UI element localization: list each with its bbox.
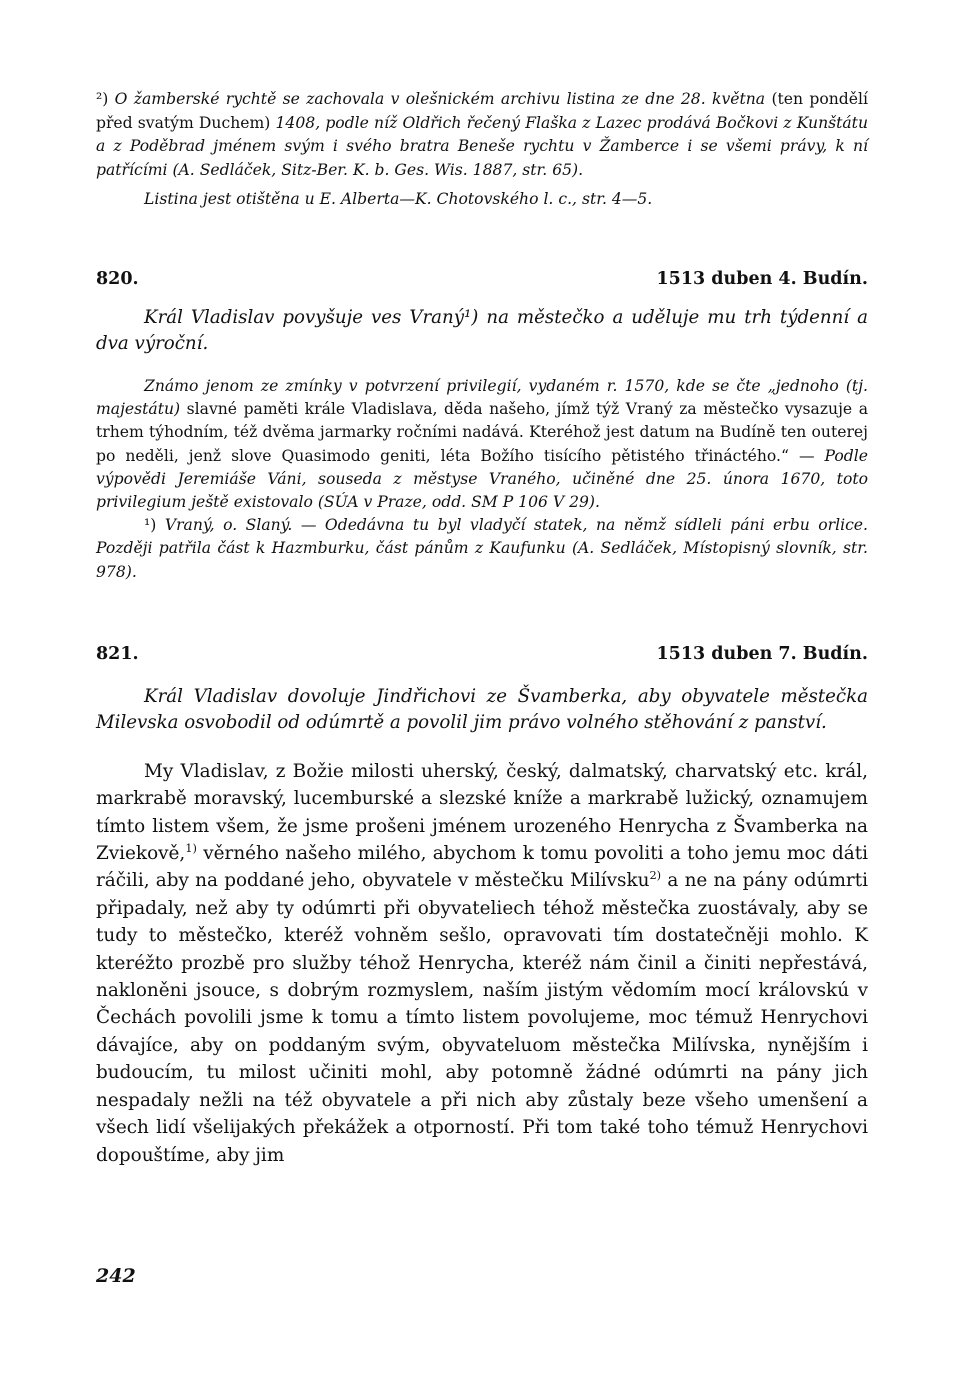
entry-number: 820.: [96, 269, 139, 289]
footnote-ref: 2): [649, 868, 662, 883]
footnote-marker: ²): [96, 90, 109, 108]
entry-821: [96, 638, 868, 1169]
entry-number: 821.: [96, 643, 139, 664]
footnote-ref: 1): [185, 840, 197, 855]
footnote-top: [96, 88, 868, 211]
entry-820-header: [96, 255, 868, 289]
entry-820-note: Známo jenom ze zmínky v potvrzení privilegií, vydaném r. 1570, kde se čte „jednoho (tj. majestátu) slavné paměti krále Vladislava, děda našeho, jímž týž Vraný za městečko vysazuje a trhem týhodním, též dvěma jarmarky ročními nadává. Kteréhož jest datum na Budíně ten outerej po neděli, jenž slove Quasimodo geniti, léta Božího tisícího pětistého třináctého.“ — Podle výpovědi Jeremiáše Váni, souseda z městyse Vraného, učiněné dne 25. února 1670, toto privilegium ještě existovalo (SÚA v Praze, odd. SM P 106 V 29).: [96, 377, 868, 512]
entry-821-header: [96, 638, 868, 664]
document-page: [96, 88, 868, 1169]
entry-date: 1513 duben 4. Budín.: [656, 269, 868, 289]
footnote-marker: ¹): [144, 516, 157, 535]
entry-820: [96, 255, 868, 584]
entry-821-regest: Král Vladislav dovoluje Jindřichovi ze Švamberka, aby obyvatele městečka Milevska osvobodil od odúmrtě a povolil jim právo volného stěhování z panství.: [96, 685, 868, 733]
entry-821-body: My Vladislav, z Božie milosti uherský, český, dalmatský, charvatský etc. král, markrabě moravský, lucemburské a slezské kníže a markrabě lužický, oznamujem tímto listem všem, že jsme prošeni jménem urozeného Henrycha z Švamberka na Zviekově,$^{1)}$ věrného našeho milého, abychom k tomu povoliti a toho jemu moc dáti ráčili, aby na poddané jeho, obyvatele v městečku Milívsku$^{2)}$ a ne na pány odúmrti připadaly, než aby ty odúmrti při obyvateliech téhož městečka zuostávaly, aby se tudy to městečko, kteréž vohněm sešlo, opravovati tím dostatečněji mohlo. K kteréžto prozbě pro služby téhož Henrycha, kteréž nám činil a činiti nepřestává, nakloněni jsouce, s dobrým rozmyslem, naším jistým vědomím mocí královskú v Čechách povolili jsme k tomu a tímto listem povolujeme, moc témuž Henrychovi dávajíce, aby on poddaným svým, obyvateluom městečka Milívska, nynějším i budoucím, tu milost učiniti mohl, aby potomně žádné odúmrti na pány jich nespadaly nežli na též obyvatele a při nich aby zůstaly beze všeho umenšení a všech lidí všelijakých překážek a otporností. Při tom také toho témuž Henrychovi dopouštíme, aby jim: [96, 760, 868, 1166]
footnote-2-text: ²) O žamberské rychtě se zachovala v olešnickém archivu listina ze dne 28. května (ten pondělí před svatým Duchem) 1408, podle níž Oldřich řečený Flaška z Lazec prodává Bočkovi z Kunštátu a z Poděbrad jménem svým i svého bratra Beneše rychtu v Žamberce i se všemi právy, k ní patřícími (A. Sedláček, Sitz-Ber. K. b. Ges. Wis. 1887, str. 65).: [96, 90, 868, 179]
entry-820-regest: Král Vladislav povyšuje ves Vraný¹) na městečko a uděluje mu trh týdenní a dva výroční.: [96, 307, 868, 354]
entry-820-footnote: ¹) Vraný, o. Slaný. — Odedávna tu byl vladyčí statek, na němž sídleli páni erbu orlice. Později patřila část k Hazmburku, část pánům z Kaufunku (A. Sedláček, Místopisný slovník, str. 978).: [96, 516, 868, 581]
footnote-note: Listina jest otištěna u E. Alberta—K. Chotovského l. c., str. 4—5.: [144, 190, 653, 208]
page-number: 242: [96, 1265, 136, 1287]
entry-date: 1513 duben 7. Budín.: [656, 643, 868, 664]
